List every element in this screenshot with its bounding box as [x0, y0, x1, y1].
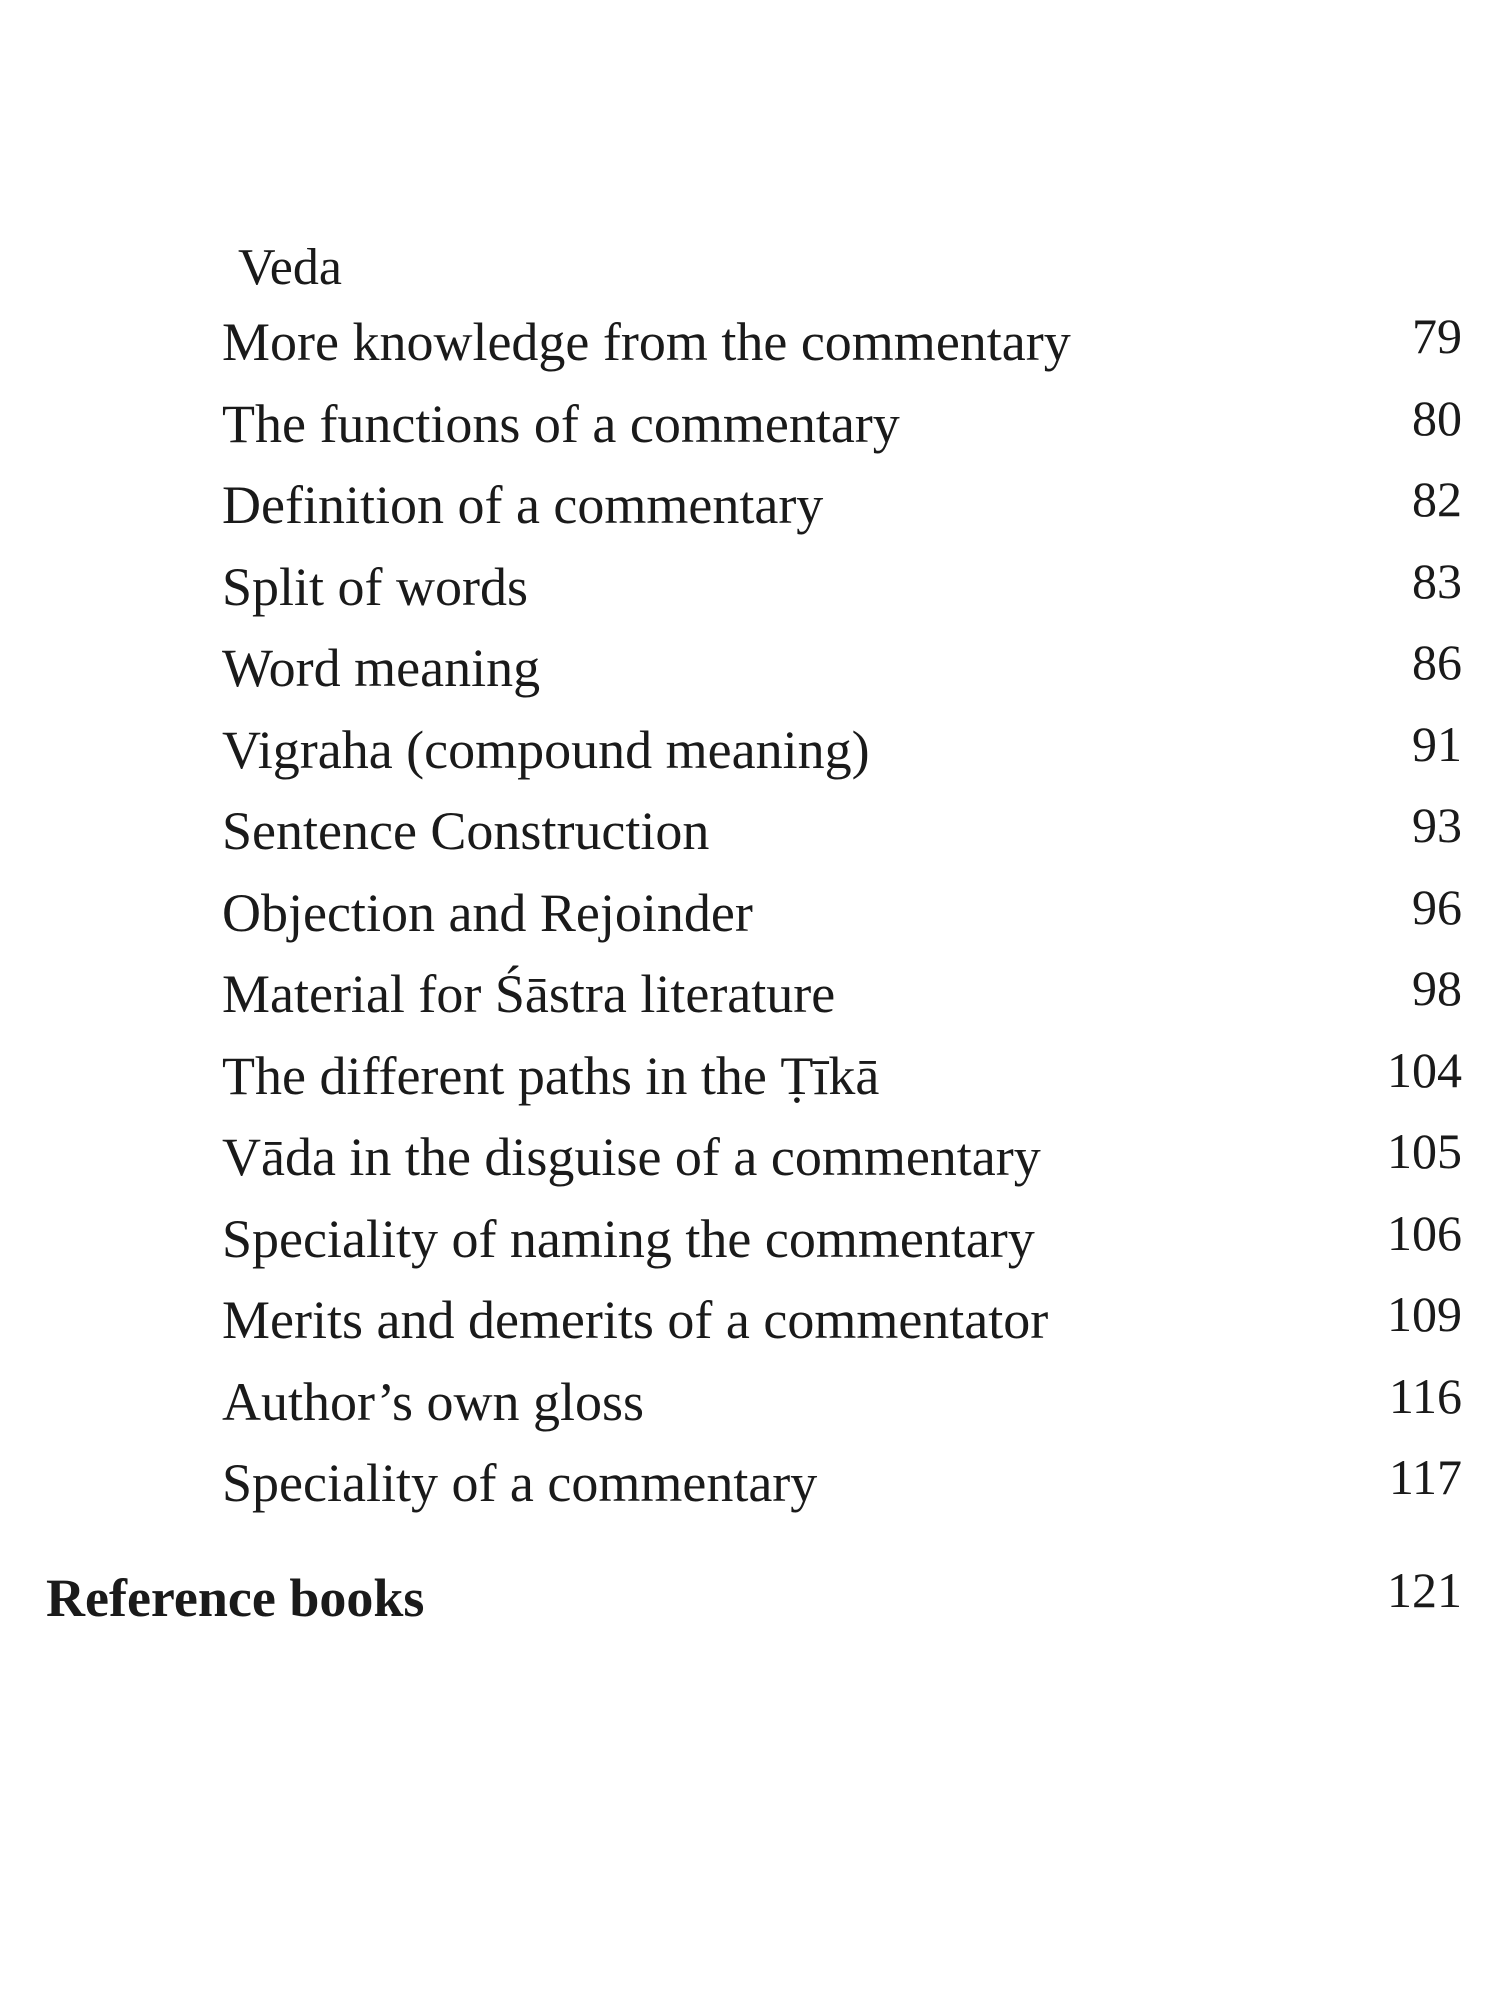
toc-entry-page-number: 79 — [1412, 308, 1462, 364]
toc-entry — [222, 308, 1462, 394]
toc-entry — [222, 389, 1462, 476]
toc-entry — [222, 1041, 1462, 1128]
toc-entry-page-number: 96 — [1412, 878, 1462, 935]
reference-books-page-number: 121 — [1387, 1562, 1462, 1618]
toc-entry-page-number: 98 — [1412, 960, 1462, 1016]
toc-list — [222, 308, 1462, 1535]
toc-entry-title: Author’s own gloss — [222, 1371, 645, 1432]
toc-entry-page-number: 106 — [1387, 1204, 1462, 1261]
toc-entry-title: More knowledge from the commentary — [222, 312, 1071, 372]
toc-entry-title: Merits and demerits of a commentator — [222, 1290, 1049, 1350]
toc-entry — [222, 715, 1462, 802]
toc-entry-page-number: 116 — [1388, 1367, 1462, 1424]
toc-entry — [222, 471, 1462, 557]
toc-entry-title: Material for Śāstra literature — [222, 964, 836, 1024]
toc-entry-title: Vigraha (compound meaning) — [222, 719, 870, 780]
toc-entry-title: Speciality of a commentary — [222, 1453, 818, 1513]
toc-entry-title: Definition of a commentary — [222, 475, 824, 535]
toc-reference-entry — [46, 1562, 1462, 1638]
toc-entry-page-number: 82 — [1412, 471, 1462, 527]
toc-entry-title: Speciality of naming the commentary — [222, 1208, 1035, 1269]
toc-entry-page-number: 83 — [1412, 552, 1462, 609]
toc-entry-page-number: 93 — [1412, 797, 1462, 853]
toc-entry-title: Vāda in the disguise of a commentary — [222, 1127, 1041, 1187]
toc-entry — [222, 878, 1462, 965]
toc-entry-page-number: 80 — [1412, 389, 1462, 446]
reference-books-heading: Reference books — [46, 1568, 425, 1628]
toc-entry — [222, 1449, 1462, 1535]
toc-entry-page-number: 109 — [1387, 1286, 1462, 1342]
toc-entry — [222, 634, 1462, 720]
toc-entry — [222, 1204, 1462, 1291]
toc-entry-title: Objection and Rejoinder — [222, 882, 753, 943]
toc-entry-title: Sentence Construction — [222, 801, 710, 861]
toc-entry-page-number: 105 — [1387, 1123, 1462, 1179]
toc-entry-title: Word meaning — [222, 638, 541, 698]
toc-continuation-text: Veda — [238, 239, 342, 296]
toc-entry — [222, 960, 1462, 1046]
toc-entry-title: The different paths in the Ṭīkā — [222, 1045, 880, 1106]
toc-entry-page-number: 117 — [1388, 1449, 1462, 1505]
toc-entry — [222, 1123, 1462, 1209]
toc-entry — [222, 797, 1462, 883]
toc-entry-page-number: 86 — [1412, 634, 1462, 690]
toc-entry — [222, 552, 1462, 639]
toc-entry-title: The functions of a commentary — [222, 393, 900, 454]
toc-entry — [222, 1286, 1462, 1372]
toc-entry-title: Split of words — [222, 556, 529, 617]
toc-entry-page-number: 104 — [1387, 1041, 1462, 1098]
toc-entry-page-number: 91 — [1412, 715, 1462, 772]
toc-entry — [222, 1367, 1462, 1454]
